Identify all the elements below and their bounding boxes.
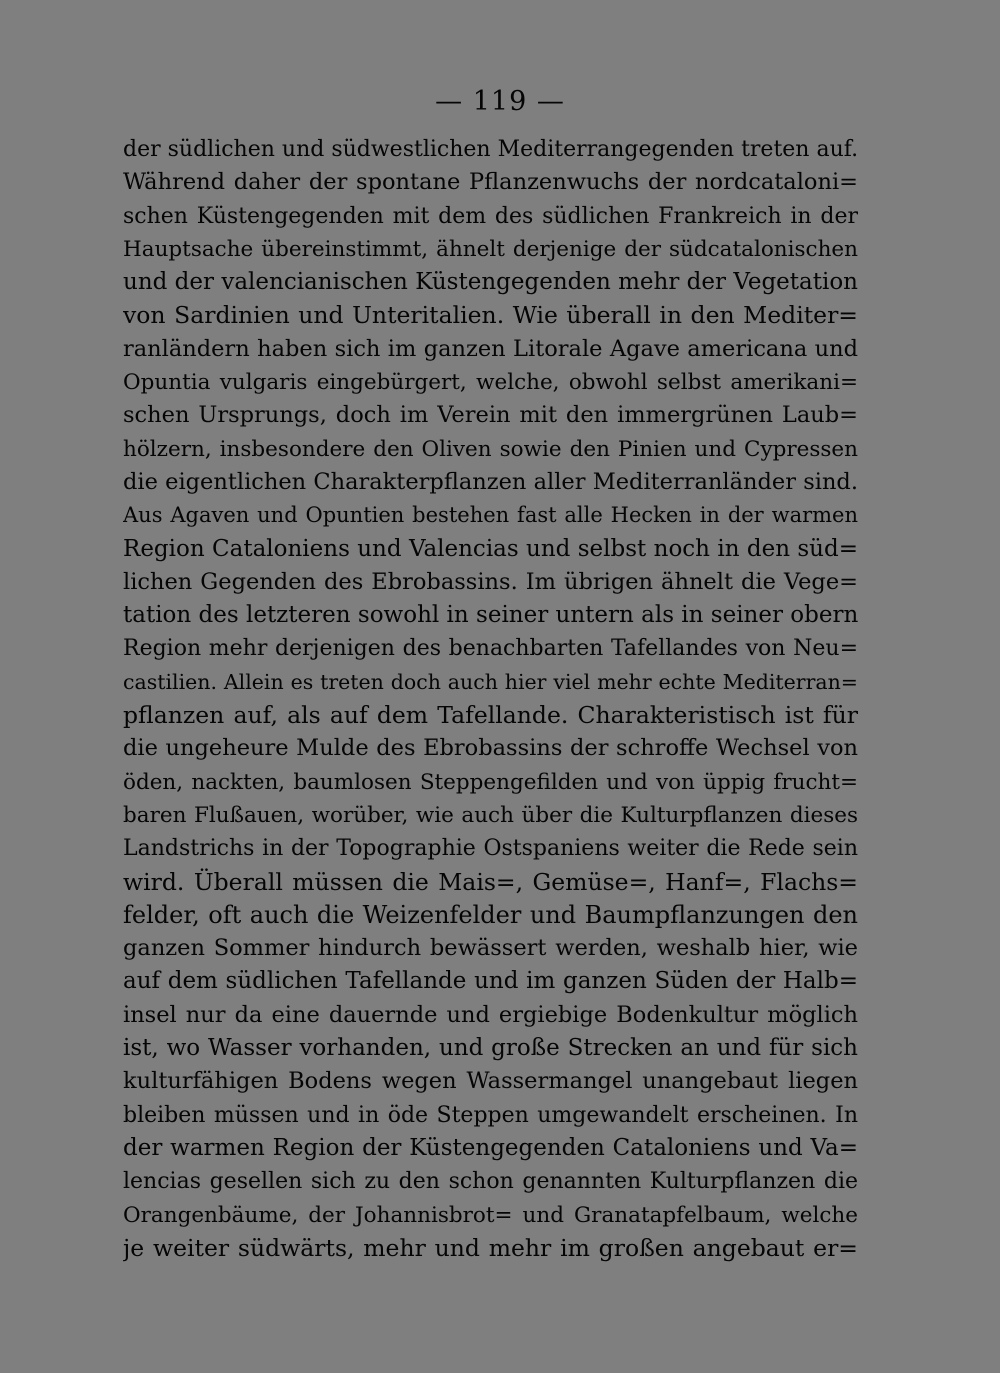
text-line: Hauptsache übereinstimmt, ähnelt derjenige der südcatalonischen	[123, 236, 858, 262]
text-line: schen Ursprungs, doch im Verein mit den immergrünen Laub=	[123, 402, 858, 429]
text-line: auf dem südlichen Tafellande und im ganzen Süden der Halb=	[123, 968, 858, 995]
text-line: schen Küstengegenden mit dem des südlichen Frankreich in der	[123, 203, 858, 229]
text-line: lichen Gegenden des Ebrobassins. Im übrigen ähnelt die Vege=	[123, 568, 858, 595]
text-line: pflanzen auf, als auf dem Tafellande. Charakteristisch ist für	[123, 701, 858, 730]
text-line: castilien. Allein es treten doch auch hier viel mehr echte Mediterran=	[123, 669, 858, 694]
text-line: wird. Überall müssen die Mais=, Gemüse=, Hanf=, Flachs=	[123, 867, 858, 896]
text-line: die eigentlichen Charakterpflanzen aller Mediterranländer sind.	[123, 468, 858, 495]
text-line: Landstrichs in der Topographie Ostspaniens weiter die Rede sein	[123, 836, 858, 862]
text-line: ganzen Sommer hindurch bewässert werden, weshalb hier, wie	[123, 935, 858, 962]
text-line: felder, oft auch die Weizenfelder und Baumpflanzungen den	[123, 900, 858, 929]
text-line: ranländern haben sich im ganzen Litorale Agave americana und	[123, 335, 858, 362]
text-line: hölzern, insbesondere den Oliven sowie den Pinien und Cypressen	[123, 436, 858, 462]
text-line: ist, wo Wasser vorhanden, und große Strecken an und für sich	[123, 1035, 858, 1062]
text-line: der südlichen und südwestlichen Mediterrangegenden treten auf.	[123, 137, 858, 162]
text-line: bleiben müssen und in öde Steppen umgewandelt erscheinen. In	[123, 1102, 858, 1128]
text-line: die ungeheure Mulde des Ebrobassins der schroffe Wechsel von	[123, 735, 858, 762]
text-line: von Sardinien und Unteritalien. Wie überall in den Mediter=	[123, 301, 858, 330]
text-line: öden, nackten, baumlosen Steppengefilden und von üppig frucht=	[123, 769, 858, 795]
text-line: der warmen Region der Küstengegenden Cataloniens und Va=	[123, 1134, 858, 1161]
text-line: insel nur da eine dauernde und ergiebige Bodenkultur möglich	[123, 1001, 858, 1028]
text-line: Orangenbäume, der Johannisbrot= und Granatapfelbaum, welche	[123, 1202, 858, 1228]
text-line: Während daher der spontane Pflanzenwuchs der nordcataloni=	[123, 169, 858, 196]
text-line: kulturfähigen Bodens wegen Wassermangel unangebaut liegen	[123, 1068, 858, 1095]
text-line: und der valencianischen Küstengegenden mehr der Vegetation	[123, 269, 858, 296]
text-line: Region Cataloniens und Valencias und selbst noch in den süd=	[123, 535, 858, 562]
text-line: je weiter südwärts, mehr und mehr im großen angebaut er=	[123, 1233, 858, 1262]
page-number: — 119 —	[435, 86, 565, 117]
text-line: baren Flußauen, worüber, wie auch über die Kulturpflanzen dieses	[123, 802, 858, 828]
text-line: Aus Agaven und Opuntien bestehen fast alle Hecken in der warmen	[123, 503, 858, 528]
body-text	[123, 133, 858, 1265]
text-line: Opuntia vulgaris eingebürgert, welche, obwohl selbst amerikani=	[123, 370, 858, 396]
text-line: lencias gesellen sich zu den schon genannten Kulturpflanzen die	[123, 1169, 858, 1195]
text-line: Region mehr derjenigen des benachbarten Tafellandes von Neu=	[123, 636, 858, 662]
text-line: tation des letzteren sowohl in seiner untern als in seiner obern	[123, 602, 858, 629]
